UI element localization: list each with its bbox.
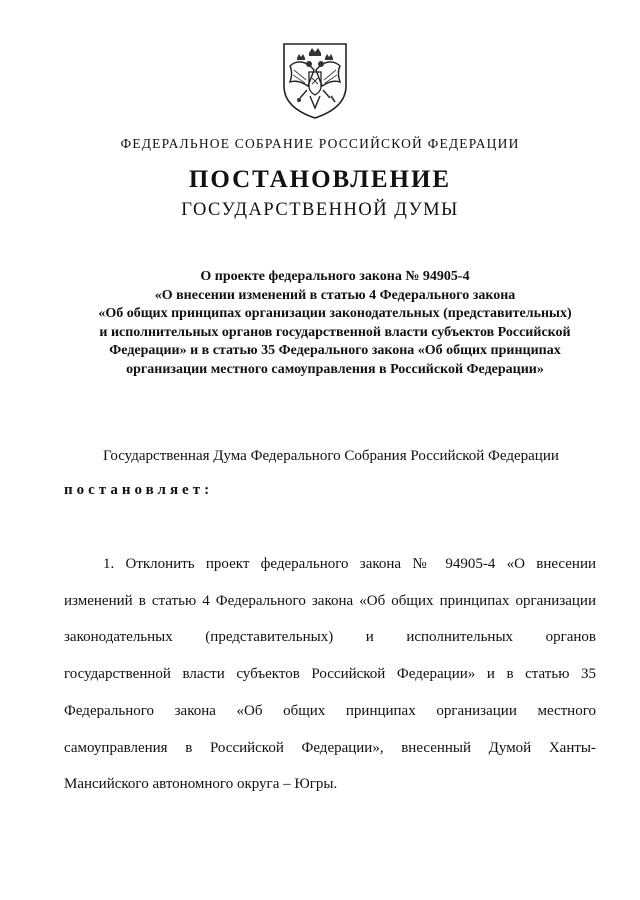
subject-line: «О внесении изменений в статью 4 Федерального закона <box>154 287 516 303</box>
item-line: Федерального закона «Об общих принципах организации местного <box>64 702 596 719</box>
item-line: государственной власти субъектов Российской Федерации» и в статью 35 <box>64 666 596 683</box>
item-line: изменений в статью 4 Федерального закона «Об общих принципах организации <box>64 592 596 609</box>
preamble-text: Государственная Дума Федерального Собрания Российской Федерации <box>103 448 559 464</box>
subject-line: и исполнительных органов государственной власти субъектов Российской <box>99 324 571 340</box>
subject-line: «Об общих принципах организации законодательных (представительных) <box>98 306 572 321</box>
subject-line: Федерации» и в статью 35 Федерального закона «Об общих принципах <box>109 343 561 358</box>
issuer-name: ГОСУДАРСТВЕННОЙ ДУМЫ <box>181 200 459 220</box>
item-line: самоуправления в Российской Федерации», внесенный Думой Ханты- <box>64 739 596 756</box>
russian-coat-of-arms-icon <box>280 40 350 120</box>
document-type: ПОСТАНОВЛЕНИЕ <box>188 166 452 193</box>
decrees-word: постановляет: <box>64 482 214 498</box>
organization-name: ФЕДЕРАЛЬНОЕ СОБРАНИЕ РОССИЙСКОЙ ФЕДЕРАЦИИ <box>120 136 520 151</box>
resolution-item-1 <box>64 546 596 803</box>
item-line: 1. Отклонить проект федерального закона № 94905-4 «О внесении <box>103 556 596 572</box>
subject-line: организации местного самоуправления в Российской Федерации» <box>126 361 544 377</box>
item-line: Мансийского автономного округа – Югры. <box>64 776 338 793</box>
subject-line: О проекте федерального закона № 94905-4 <box>200 269 470 284</box>
item-line: законодательных (представительных) и исполнительных органов <box>64 629 596 646</box>
document-subject <box>70 268 600 379</box>
